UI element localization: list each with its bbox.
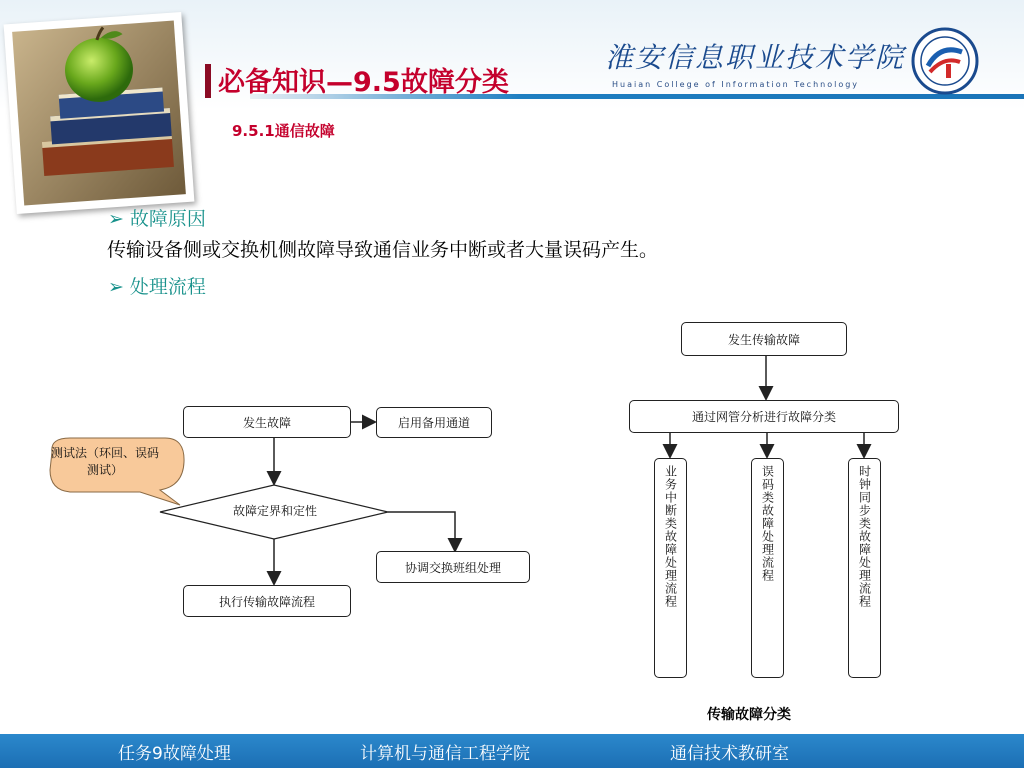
bullet-arrow-icon: ➢: [108, 276, 124, 298]
flow-coordinate-box: 协调交换班组处理: [376, 551, 530, 583]
flow-backup-channel-box: 启用备用通道: [376, 407, 492, 438]
bullet-fault-cause-label: 故障原因: [129, 208, 206, 230]
flow-branch-clock-sync-label: 时钟同步类故障处理流程: [857, 465, 872, 608]
footer-task: 任务9故障处理: [118, 744, 231, 764]
flow-transmission-fault-box: 发生传输故障: [681, 322, 847, 356]
section-subtitle: 9.5.1通信故障: [232, 122, 335, 140]
test-method-callout-text: 测试法（环回、误码测试）: [50, 446, 159, 477]
flow-decision-label: 故障定界和定性: [232, 504, 317, 518]
fault-cause-text: 传输设备侧或交换机侧故障导致通信业务中断或者大量误码产生。: [107, 239, 659, 261]
college-name-en: Huaian College of Information Technology: [612, 80, 860, 89]
flow-execute-box: 执行传输故障流程: [183, 585, 351, 617]
flow-caption: 传输故障分类: [707, 707, 791, 723]
flow-start-fault-box: 发生故障: [183, 406, 351, 438]
college-name-cn: 淮安信息职业技术学院: [605, 41, 906, 74]
flow-branch-service-interrupt-label: 业务中断类故障处理流程: [663, 465, 678, 608]
footer-school: 计算机与通信工程学院: [360, 744, 530, 764]
flow-branch-bit-error: [751, 458, 784, 678]
flow-branch-bit-error-label: 误码类故障处理流程: [760, 465, 775, 582]
flow-branch-clock-sync: [848, 458, 881, 678]
flow-classify-box: 通过网管分析进行故障分类: [629, 400, 899, 433]
footer-office: 通信技术教研室: [670, 744, 789, 764]
page-title: 必备知识—9.5故障分类: [218, 67, 509, 98]
bullet-arrow-icon: ➢: [108, 208, 124, 230]
bullet-process-flow-label: 处理流程: [129, 276, 206, 298]
flow-branch-service-interrupt: [654, 458, 687, 678]
arrow-decision-to-coordinate: [388, 512, 455, 550]
